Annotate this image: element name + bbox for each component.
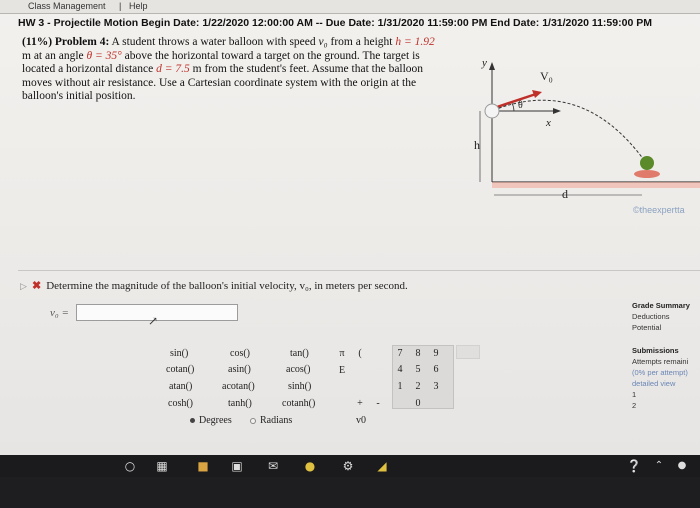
sin-button[interactable]: sin() bbox=[170, 348, 189, 359]
digit-1-button[interactable]: 1 bbox=[397, 381, 403, 392]
class-management-link[interactable]: Class Management bbox=[28, 1, 106, 11]
mail-icon[interactable]: ✉ bbox=[267, 459, 279, 473]
submission-row-2: 2 bbox=[632, 401, 637, 410]
submissions-title: Submissions bbox=[632, 346, 679, 355]
balloon-end bbox=[640, 156, 654, 170]
digit-3-button[interactable]: 3 bbox=[433, 381, 439, 392]
acotan-button[interactable]: acotan() bbox=[222, 381, 255, 392]
minus-button[interactable]: - bbox=[376, 398, 380, 409]
deductions-label: Deductions bbox=[632, 312, 670, 321]
problem-statement bbox=[22, 36, 462, 104]
y-axis-arrowhead bbox=[489, 62, 495, 70]
tanh-button[interactable]: tanh() bbox=[228, 398, 252, 409]
cotan-button[interactable]: cotan() bbox=[166, 364, 195, 375]
projectile-figure bbox=[462, 56, 700, 226]
sticky-icon[interactable]: ◢ bbox=[377, 459, 387, 473]
chevron-up-icon[interactable]: ⌃ bbox=[654, 460, 664, 471]
problem-text-3b: m from the student's feet. Assume that the balloon bbox=[189, 63, 424, 75]
chrome-icon[interactable]: ● bbox=[304, 459, 316, 473]
problem-text-3a: located a horizontal distance bbox=[22, 63, 157, 75]
angle-value: θ = 35° bbox=[86, 49, 122, 62]
question-text: Determine the magnitude of the balloon's initial velocity, v₀, in meters per second. bbox=[46, 280, 408, 292]
folder-icon[interactable]: ■ bbox=[197, 459, 209, 473]
pi-button[interactable]: π bbox=[339, 348, 345, 359]
per-attempt-note: (0% per attempt) bbox=[632, 368, 688, 377]
digit-0-button[interactable]: 0 bbox=[415, 398, 421, 409]
monitor-bezel bbox=[0, 477, 700, 508]
problem-text-2a: m at an angle bbox=[22, 49, 87, 62]
atan-button[interactable]: atan() bbox=[169, 381, 193, 392]
help-icon[interactable]: ❔ bbox=[626, 459, 642, 473]
tan-button[interactable]: tan() bbox=[290, 348, 309, 359]
detailed-view-link[interactable]: detailed view bbox=[632, 379, 676, 388]
incorrect-icon: ✖ bbox=[32, 280, 42, 292]
calculator-keypad bbox=[156, 343, 478, 426]
balloon-start bbox=[485, 104, 499, 118]
ground-strip bbox=[492, 182, 700, 188]
top-menu-bar bbox=[0, 0, 700, 14]
cotanh-button[interactable]: cotanh() bbox=[282, 398, 316, 409]
digit-2-button[interactable]: 2 bbox=[415, 381, 421, 392]
help-link[interactable]: Help bbox=[129, 1, 148, 11]
radians-radio[interactable] bbox=[250, 415, 292, 426]
angle-label: θ bbox=[518, 100, 523, 111]
x-axis-arrowhead bbox=[553, 108, 561, 114]
problem-label: Problem 4: bbox=[54, 36, 110, 48]
cosh-button[interactable]: cosh() bbox=[168, 398, 193, 409]
digit-7-button[interactable]: 7 bbox=[397, 348, 403, 359]
distance-label: d bbox=[562, 187, 568, 201]
assignment-header: HW 3 - Projectile Motion Begin Date: 1/22/2020 12:00:00 AM -- Due Date: 1/31/2020 11:59:00 PM End Date: 1/31/2020 11:59:00 PM bbox=[18, 17, 652, 29]
cos-button[interactable]: cos() bbox=[230, 348, 250, 359]
task-view-icon[interactable]: ▦ bbox=[156, 459, 168, 473]
circle-icon[interactable]: ○ bbox=[124, 459, 136, 473]
mouse-cursor-icon: ↗ bbox=[148, 314, 159, 328]
y-axis-label: y bbox=[482, 57, 487, 69]
e-button[interactable]: E bbox=[338, 365, 346, 376]
asin-button[interactable]: asin() bbox=[228, 364, 251, 375]
trajectory-path bbox=[494, 100, 644, 160]
digit-4-button[interactable]: 4 bbox=[397, 364, 403, 375]
submission-row-1: 1 bbox=[632, 390, 637, 399]
section-divider bbox=[18, 270, 700, 271]
digit-5-button[interactable]: 5 bbox=[415, 364, 421, 375]
degrees-radio[interactable] bbox=[190, 415, 232, 426]
degrees-label: Degrees bbox=[199, 415, 232, 426]
radians-radio-dot bbox=[250, 418, 256, 424]
backspace-button[interactable] bbox=[456, 345, 480, 359]
height-label: h bbox=[474, 138, 480, 152]
expand-arrow-icon[interactable]: ▷ bbox=[20, 281, 27, 291]
radians-label: Radians bbox=[260, 415, 293, 426]
problem-text-5: balloon's initial position. bbox=[22, 90, 136, 102]
windows-taskbar bbox=[0, 455, 700, 477]
question-prompt bbox=[20, 279, 408, 292]
digit-6-button[interactable]: 6 bbox=[433, 364, 439, 375]
problem-text-1a: A student throws a water balloon with speed bbox=[109, 36, 319, 48]
plus-button[interactable]: + bbox=[357, 398, 363, 409]
target bbox=[634, 170, 660, 178]
store-icon[interactable]: ▣ bbox=[231, 459, 243, 473]
x-axis-label: x bbox=[546, 117, 551, 129]
problem-percent: (11%) bbox=[22, 36, 53, 48]
v0-variable-button[interactable]: v0 bbox=[356, 415, 366, 426]
height-value: h = 1.92 bbox=[395, 36, 435, 48]
acos-button[interactable]: acos() bbox=[286, 364, 311, 375]
problem-text-2b: above the horizontal toward a target on the ground. The target is bbox=[121, 49, 420, 62]
potential-label: Potential bbox=[632, 323, 662, 332]
figure-credit: ©theexpertta bbox=[633, 205, 685, 215]
answer-label: v₀ = bbox=[50, 307, 69, 319]
problem-text-1b: from a height bbox=[327, 36, 396, 48]
v0-symbol: v₀ bbox=[318, 36, 328, 48]
grade-summary-title: Grade Summary bbox=[632, 301, 690, 310]
grade-summary-panel bbox=[632, 300, 700, 411]
sinh-button[interactable]: sinh() bbox=[288, 381, 312, 392]
open-paren-button[interactable]: ( bbox=[358, 348, 362, 359]
velocity-arrowhead bbox=[532, 90, 542, 98]
digit-9-button[interactable]: 9 bbox=[433, 348, 439, 359]
problem-text-4: moves without air resistance. Use a Cartesian coordinate system with the origin at the bbox=[22, 76, 417, 89]
gear-icon[interactable]: ⚙ bbox=[342, 459, 354, 473]
menu-separator: | bbox=[119, 1, 122, 11]
degrees-radio-dot bbox=[190, 418, 195, 423]
digit-8-button[interactable]: 8 bbox=[415, 348, 421, 359]
distance-value: d = 7.5 bbox=[156, 63, 190, 75]
network-icon[interactable]: ● bbox=[677, 460, 687, 471]
velocity-label: V₀ bbox=[540, 69, 553, 83]
attempts-remaining: Attempts remaini bbox=[632, 357, 689, 366]
